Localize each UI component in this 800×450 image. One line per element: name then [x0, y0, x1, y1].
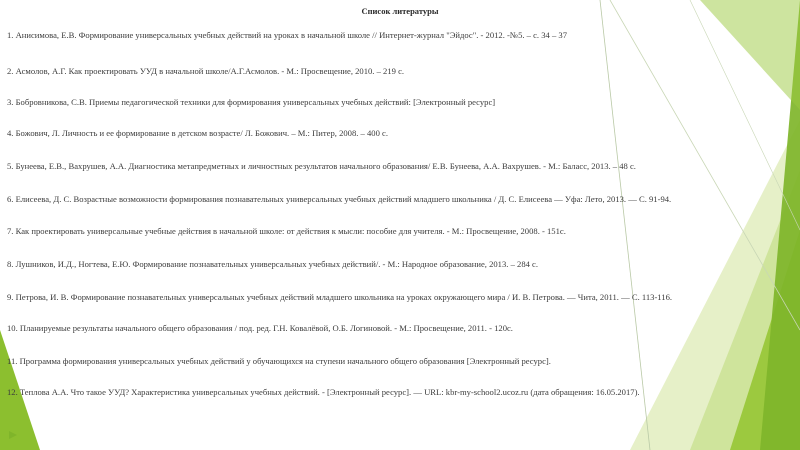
- reference-item: 10. Планируемые результаты начального общего образования / под. ред. Г.Н. Ковалёвой, О.Б. Логиновой. - М.: Просвещение, 2011. - 120с.: [7, 323, 513, 333]
- reference-item: 3. Бобровникова, С.В. Приемы педагогической техники для формирования универсальных учебных действий: [Электронный ресурс]: [7, 97, 496, 107]
- reference-item: 2. Асмолов, А.Г. Как проектировать УУД в начальной школе/А.Г.Асмолов. - М.: Просвещение, 2010. – 219 с.: [7, 66, 405, 76]
- reference-item: 1. Анисимова, Е.В. Формирование универсальных учебных действий на уроках в начальной школе // Интернет-журнал "Эйдос". - 2012. -№5. – с. 34 – 37: [7, 30, 568, 40]
- reference-item: 12. Теплова А.А. Что такое УУД? Характеристика универсальных учебных действий. - [Электронный ресурс]. — URL: kbr-my-school2.ucoz.ru (дата обращения: 16.05.2017).: [7, 387, 640, 397]
- reference-item: 6. Елисеева, Д. С. Возрастные возможности формирования познавательных универсальных учебных действий младшего школьника / Д. С. Елисеева — Уфа: Лето, 2013. — С. 91-94.: [7, 194, 672, 204]
- reference-item: 11. Программа формирования универсальных учебных действий у обучающихся на ступени начального общего образования [Электронный ресурс].: [7, 356, 551, 366]
- triangle-bullet-icon: [8, 430, 18, 440]
- reference-item: 4. Божович, Л. Личность и ее формирование в детском возрасте/ Л. Божович. – М.: Питер, 2008. – 400 с.: [7, 128, 388, 138]
- page-title: Список литературы: [361, 6, 439, 16]
- reference-item: 7. Как проектировать универсальные учебные действия в начальной школе: от действия к мысли: пособие для учителя. - М.: Просвещение, 2008. - 151с.: [7, 226, 566, 236]
- reference-item: 5. Бунеева, Е.В., Вахрушев, А.А. Диагностика метапредметных и личностных результатов начального образования/ Е.В. Бунеева, А.А. Вахрушев. - М.: Баласс, 2013. – 48 с.: [7, 161, 636, 171]
- reference-item: 8. Лушников, И.Д., Ногтева, Е.Ю. Формирование познавательных универсальных учебных действий/. - М.: Народное образование, 2013. – 284 с.: [7, 259, 539, 269]
- reference-item: 9. Петрова, И. В. Формирование познавательных универсальных учебных действий младшего школьника на уроках окружающего мира / И. В. Петрова. — Чита, 2011. — С. 113-116.: [7, 292, 673, 302]
